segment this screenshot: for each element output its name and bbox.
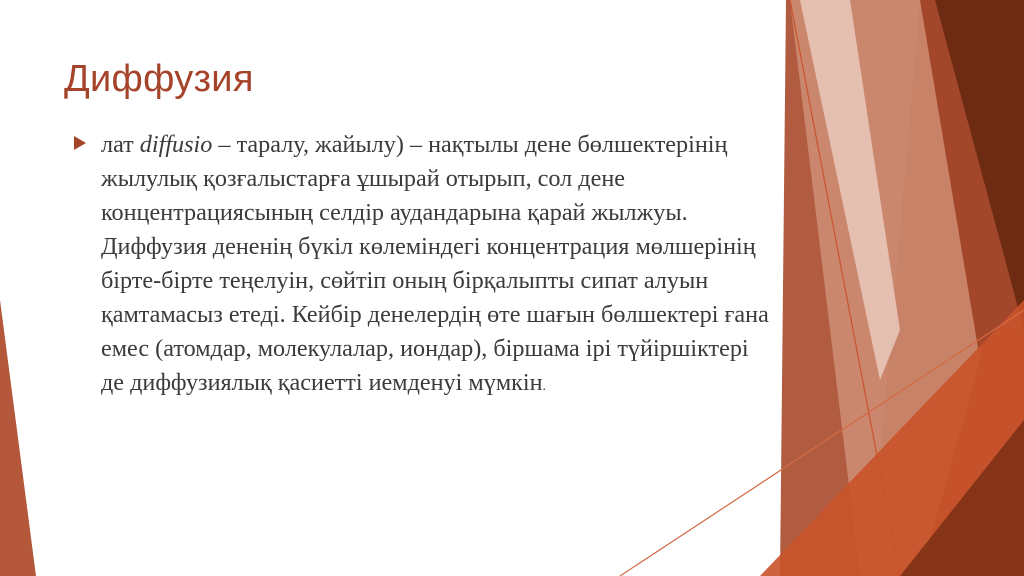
latin-term: diffusio	[139, 131, 213, 158]
left-edge-shape	[0, 300, 36, 576]
bullet-item	[74, 128, 774, 404]
bullet-end: .	[542, 379, 547, 394]
triangle-bullet-icon	[74, 136, 86, 150]
bullet-body: – таралу, жайылу) – нақтылы дене бөлшектерінің жылулық қозғалыстарға ұшырай отырып, сол дене концентрациясының селдір аудандарына қарай жылжуы. Диффузия дененің бүкіл көлеміндегі концентрация мөлшерінің бірте-бірте теңелуін, сөйтіп оның бірқалыпты сипат алуын қамтамасыз етеді. Кейбір денелердің өте шағын бөлшектері ғана емес (атомдар, молекулалар, иондар), біршама ірі түйіршіктері де диффузиялық қасиетті иемденуі мүмкін	[101, 131, 769, 396]
bullet-prefix: лат	[101, 131, 140, 158]
bullet-text	[101, 128, 774, 404]
slide-title: Диффузия	[64, 58, 254, 100]
